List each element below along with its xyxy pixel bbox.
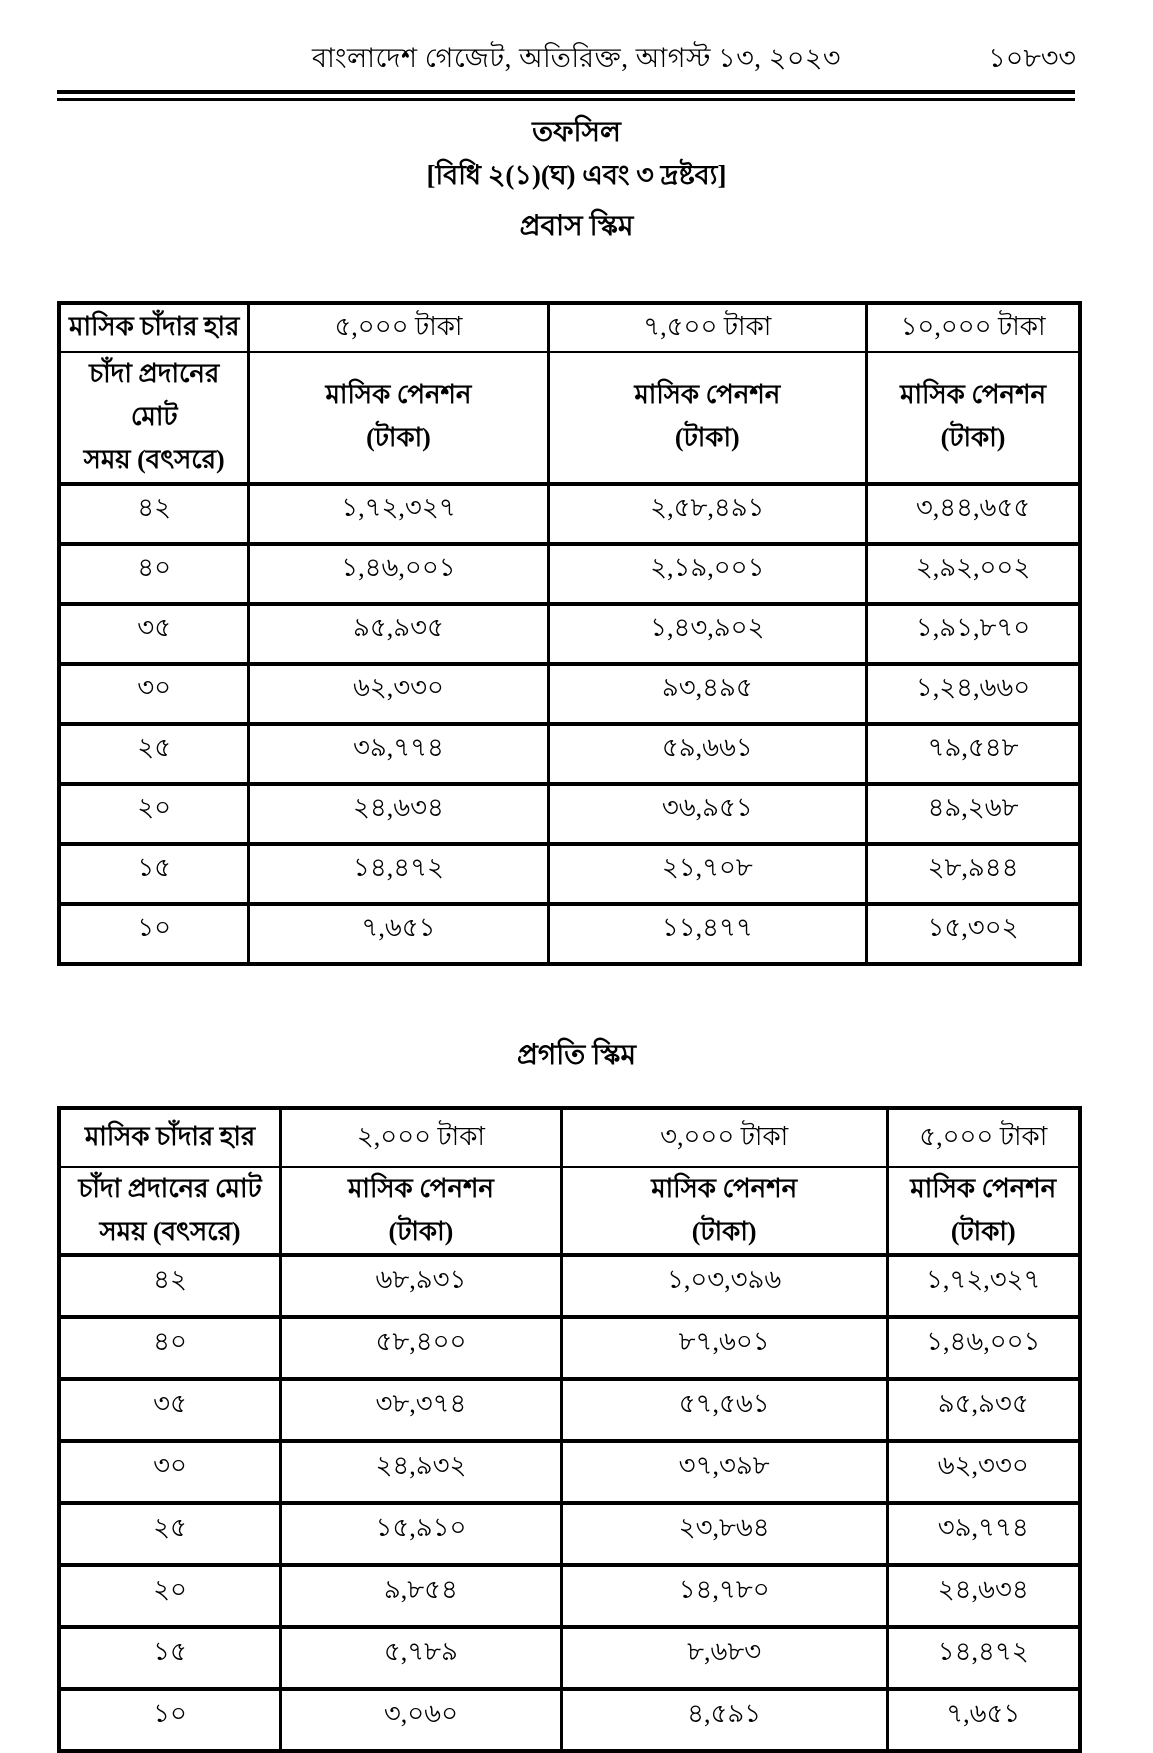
- table-row: [59, 1255, 1080, 1317]
- pension-value-cell: ৩৬,৯৫১: [548, 784, 867, 844]
- pension-value-cell: ১১,৪৭৭: [548, 904, 867, 964]
- duration-label-line2: সময় (বৎসরে): [83, 444, 225, 474]
- pension-value-cell: ২৪,৬৩৪: [887, 1565, 1080, 1627]
- pension-value-cell: ৯৫,৯৩৫: [249, 604, 548, 664]
- pension-value-cell: ৩৭,৩৯৮: [561, 1441, 887, 1503]
- table-row: [59, 904, 1080, 964]
- duration-label-cell: [59, 1167, 281, 1256]
- years-cell: ৩৫: [59, 1379, 281, 1441]
- pension-value-cell: ৫৮,৪০০: [281, 1317, 562, 1379]
- pension-value-cell: ১,৭২,৩২৭: [249, 484, 548, 544]
- rate-amount-cell: ৫,০০০ টাকা: [249, 303, 548, 352]
- pension-header-cell: মাসিক পেনশন (টাকা): [867, 352, 1080, 484]
- pension-value-cell: ৫,৭৮৯: [281, 1627, 562, 1689]
- years-cell: ২৫: [59, 724, 249, 784]
- years-cell: ৩৫: [59, 604, 249, 664]
- years-cell: ৩০: [59, 664, 249, 724]
- duration-label-line2: সময় (বৎসরে): [99, 1216, 241, 1246]
- years-cell: ৪২: [59, 484, 249, 544]
- table-row: [59, 1689, 1080, 1751]
- table-row: [59, 544, 1080, 604]
- table-header-row-rates: [59, 1108, 1080, 1167]
- probash-scheme-table: [57, 301, 1082, 966]
- pension-value-cell: ৪,৫৯১: [561, 1689, 887, 1751]
- rate-amount-cell: ২,০০০ টাকা: [281, 1108, 562, 1167]
- table-row: [59, 784, 1080, 844]
- scheme-title-progoti: প্রগতি স্কিম: [517, 1039, 636, 1071]
- pension-value-cell: ৫৭,৫৬১: [561, 1379, 887, 1441]
- rate-amount-cell: ১০,০০০ টাকা: [867, 303, 1080, 352]
- pension-value-cell: ১,০৩,৩৯৬: [561, 1255, 887, 1317]
- page-number: ১০৮৩৩: [988, 43, 1076, 73]
- pension-value-cell: ১৪,৪৭২: [887, 1627, 1080, 1689]
- pension-value-cell: ৯৩,৪৯৫: [548, 664, 867, 724]
- pension-value-cell: ১,৯১,৮৭০: [867, 604, 1080, 664]
- table-row: [59, 484, 1080, 544]
- pension-value-cell: ১,৪৩,৯০২: [548, 604, 867, 664]
- years-cell: ১০: [59, 1689, 281, 1751]
- pension-value-cell: ১,৪৬,০০১: [249, 544, 548, 604]
- table-row: [59, 1627, 1080, 1689]
- years-cell: ১৫: [59, 1627, 281, 1689]
- pension-value-cell: ১৫,৯১০: [281, 1503, 562, 1565]
- years-cell: ২৫: [59, 1503, 281, 1565]
- pension-value-cell: ৬২,৩৩০: [249, 664, 548, 724]
- pension-value-cell: ৬৮,৯৩১: [281, 1255, 562, 1317]
- pension-value-cell: ৩৯,৭৭৪: [249, 724, 548, 784]
- pension-value-cell: ৬২,৩৩০: [887, 1441, 1080, 1503]
- pension-value-cell: ১৫,৩০২: [867, 904, 1080, 964]
- years-cell: ২০: [59, 784, 249, 844]
- pension-value-cell: ২১,৭০৮: [548, 844, 867, 904]
- pension-value-cell: ২৮,৯৪৪: [867, 844, 1080, 904]
- pension-value-cell: ২,৫৮,৪৯১: [548, 484, 867, 544]
- years-cell: ১০: [59, 904, 249, 964]
- gazette-header-title: বাংলাদেশ গেজেট, অতিরিক্ত, আগস্ট ১৩, ২০২৩: [312, 43, 841, 73]
- pension-value-cell: ৯,৮৫৪: [281, 1565, 562, 1627]
- table-row: [59, 844, 1080, 904]
- pension-value-cell: ৭,৬৫১: [249, 904, 548, 964]
- table-header-row-pension: [59, 1167, 1080, 1256]
- table-row: [59, 664, 1080, 724]
- pension-header-cell: মাসিক পেনশন (টাকা): [887, 1167, 1080, 1256]
- years-cell: ১৫: [59, 844, 249, 904]
- pension-value-cell: ২,৯২,০০২: [867, 544, 1080, 604]
- rule-reference: [বিধি ২(১)(ঘ) এবং ৩ দ্রষ্টব্য]: [426, 160, 727, 190]
- pension-value-cell: ৯৫,৯৩৫: [887, 1379, 1080, 1441]
- table-row: [59, 1379, 1080, 1441]
- years-cell: ৪০: [59, 544, 249, 604]
- years-cell: ৩০: [59, 1441, 281, 1503]
- pension-header-cell: মাসিক পেনশন (টাকা): [249, 352, 548, 484]
- rate-amount-cell: ৩,০০০ টাকা: [561, 1108, 887, 1167]
- contribution-rate-label-cell: মাসিক চাঁদার হার: [59, 1108, 281, 1167]
- pension-value-cell: ৩,৪৪,৬৫৫: [867, 484, 1080, 544]
- pension-value-cell: ২,১৯,০০১: [548, 544, 867, 604]
- contribution-rate-label-cell: মাসিক চাঁদার হার: [59, 303, 249, 352]
- pension-value-cell: ২৪,৯৩২: [281, 1441, 562, 1503]
- scheme-title-probash: প্রবাস স্কিম: [519, 211, 634, 242]
- table-row: [59, 1441, 1080, 1503]
- table-row: [59, 1317, 1080, 1379]
- table-header-row-pension: [59, 352, 1080, 484]
- table-header-row-rates: [59, 303, 1080, 352]
- pension-value-cell: ৭৯,৫৪৮: [867, 724, 1080, 784]
- header-double-rule: [57, 90, 1075, 101]
- pension-value-cell: ১,৪৬,০০১: [887, 1317, 1080, 1379]
- pension-value-cell: ২৪,৬৩৪: [249, 784, 548, 844]
- pension-header-cell: মাসিক পেনশন (টাকা): [548, 352, 867, 484]
- pension-value-cell: ৮৭,৬০১: [561, 1317, 887, 1379]
- pension-value-cell: ৮,৬৮৩: [561, 1627, 887, 1689]
- table-row: [59, 724, 1080, 784]
- pension-header-cell: মাসিক পেনশন (টাকা): [281, 1167, 562, 1256]
- table-row: [59, 1565, 1080, 1627]
- pension-value-cell: ১,২৪,৬৬০: [867, 664, 1080, 724]
- rate-amount-cell: ৭,৫০০ টাকা: [548, 303, 867, 352]
- pension-value-cell: ৭,৬৫১: [887, 1689, 1080, 1751]
- pension-value-cell: ১৪,৭৮০: [561, 1565, 887, 1627]
- schedule-title: তফসিল: [532, 117, 621, 148]
- page-header: [57, 0, 1096, 80]
- table-row: [59, 1503, 1080, 1565]
- pension-header-cell: মাসিক পেনশন (টাকা): [561, 1167, 887, 1256]
- pension-value-cell: ৩৯,৭৭৪: [887, 1503, 1080, 1565]
- years-cell: ২০: [59, 1565, 281, 1627]
- pension-value-cell: ১৪,৪৭২: [249, 844, 548, 904]
- rate-amount-cell: ৫,০০০ টাকা: [887, 1108, 1080, 1167]
- pension-value-cell: ২৩,৮৬৪: [561, 1503, 887, 1565]
- duration-label-cell: [59, 352, 249, 484]
- pension-value-cell: ৪৯,২৬৮: [867, 784, 1080, 844]
- years-cell: ৪২: [59, 1255, 281, 1317]
- pension-value-cell: ৩৮,৩৭৪: [281, 1379, 562, 1441]
- pension-value-cell: ১,৭২,৩২৭: [887, 1255, 1080, 1317]
- pension-value-cell: ৩,০৬০: [281, 1689, 562, 1751]
- duration-label-line1: চাঁদা প্রদানের মোট: [89, 359, 220, 431]
- table-row: [59, 604, 1080, 664]
- pension-value-cell: ৫৯,৬৬১: [548, 724, 867, 784]
- years-cell: ৪০: [59, 1317, 281, 1379]
- duration-label-line1: চাঁদা প্রদানের মোট: [78, 1173, 262, 1203]
- progoti-scheme-table: [57, 1106, 1082, 1753]
